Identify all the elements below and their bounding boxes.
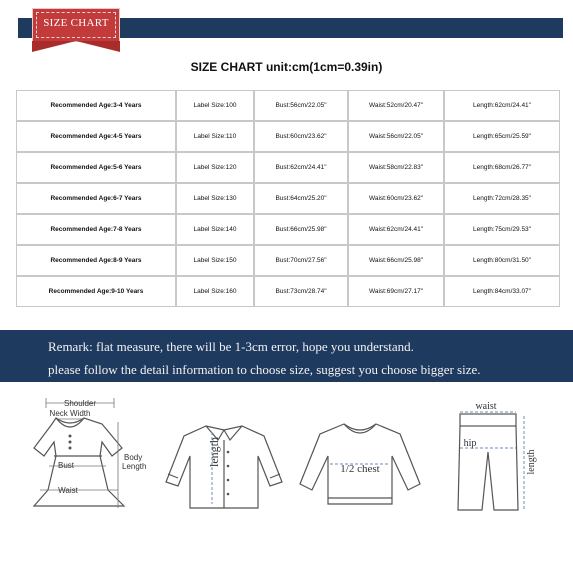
pants-hip-label: hip [463,438,477,449]
table-row [16,214,560,245]
size-chart-ribbon [32,8,120,52]
ribbon-tail-left [32,41,76,52]
table-cell-length: Length:80cm/31.50" [444,245,560,276]
dress-length-label: Length [122,462,147,471]
table-row [16,90,560,121]
table-cell-length: Length:75cm/29.53" [444,214,560,245]
dress-bust-label: Bust [57,461,75,470]
table-cell-bust: Bust:73cm/28.74" [254,276,348,307]
table-cell-bust: Bust:66cm/25.98" [254,214,348,245]
table-cell-age: Recommended Age:6-7 Years [16,183,176,214]
page-title: SIZE CHART unit:cm(1cm=0.39in) [190,60,383,74]
dress-waist-label: Waist [58,486,78,495]
table-cell-label: Label Size:100 [176,90,254,121]
table-cell-age: Recommended Age:9-10 Years [16,276,176,307]
dress-outline-icon [34,418,124,506]
table-cell-waist: Waist:66cm/25.98" [348,245,444,276]
table-cell-bust: Bust:64cm/25.20" [254,183,348,214]
table-cell-age: Recommended Age:8-9 Years [16,245,176,276]
table-cell-age: Recommended Age:3-4 Years [16,90,176,121]
sweater-chest-label: 1/2 chest [340,463,380,475]
pants-outline-icon [458,414,518,510]
pants-waist-label: waist [475,401,497,412]
remark-line-1: Remark: flat measure, there will be 1-3cm error, hope you understand. [48,339,414,354]
table-cell-length: Length:68cm/26.77" [444,152,560,183]
table-cell-length: Length:84cm/33.07" [444,276,560,307]
table-cell-waist: Waist:52cm/20.47" [348,90,444,121]
table-cell-waist: Waist:69cm/27.17" [348,276,444,307]
ribbon-label: SIZE CHART [43,17,109,29]
ribbon-tail-right [76,41,120,52]
pants-diagram [440,390,570,520]
table-cell-bust: Bust:62cm/24.41" [254,152,348,183]
dress-body-label: Body [124,453,143,462]
dress-diagram [4,390,154,520]
table-row [16,183,560,214]
table-cell-length: Length:72cm/28.35" [444,183,560,214]
table-cell-waist: Waist:56cm/22.05" [348,121,444,152]
table-cell-label: Label Size:120 [176,152,254,183]
table-row [16,152,560,183]
shirt-length-label: length [207,437,221,467]
dress-shoulder-label: Shoulder [63,399,97,408]
table-cell-bust: Bust:70cm/27.56" [254,245,348,276]
table-cell-bust: Bust:60cm/23.62" [254,121,348,152]
table-cell-label: Label Size:130 [176,183,254,214]
sweater-diagram [296,390,426,520]
table-row [16,276,560,307]
table-cell-waist: Waist:60cm/23.62" [348,183,444,214]
table-cell-age: Recommended Age:4-5 Years [16,121,176,152]
remark-line-2: please follow the detail information to choose size, suggest you choose bigger size. [48,362,481,377]
table-cell-age: Recommended Age:7-8 Years [16,214,176,245]
table-cell-length: Length:65cm/25.59" [444,121,560,152]
pants-length-label: length [526,449,537,475]
table-cell-label: Label Size:140 [176,214,254,245]
table-cell-waist: Waist:58cm/22.83" [348,152,444,183]
shirt-diagram [160,390,290,520]
table-cell-label: Label Size:110 [176,121,254,152]
table-row [16,121,560,152]
shirt-outline-icon [166,426,282,508]
dress-neck-label: Neck Width [49,409,91,418]
table-cell-label: Label Size:160 [176,276,254,307]
table-cell-bust: Bust:56cm/22.05" [254,90,348,121]
size-table [16,90,560,307]
table-cell-age: Recommended Age:5-6 Years [16,152,176,183]
table-cell-label: Label Size:150 [176,245,254,276]
table-cell-length: Length:62cm/24.41" [444,90,560,121]
table-cell-waist: Waist:62cm/24.41" [348,214,444,245]
table-row [16,245,560,276]
